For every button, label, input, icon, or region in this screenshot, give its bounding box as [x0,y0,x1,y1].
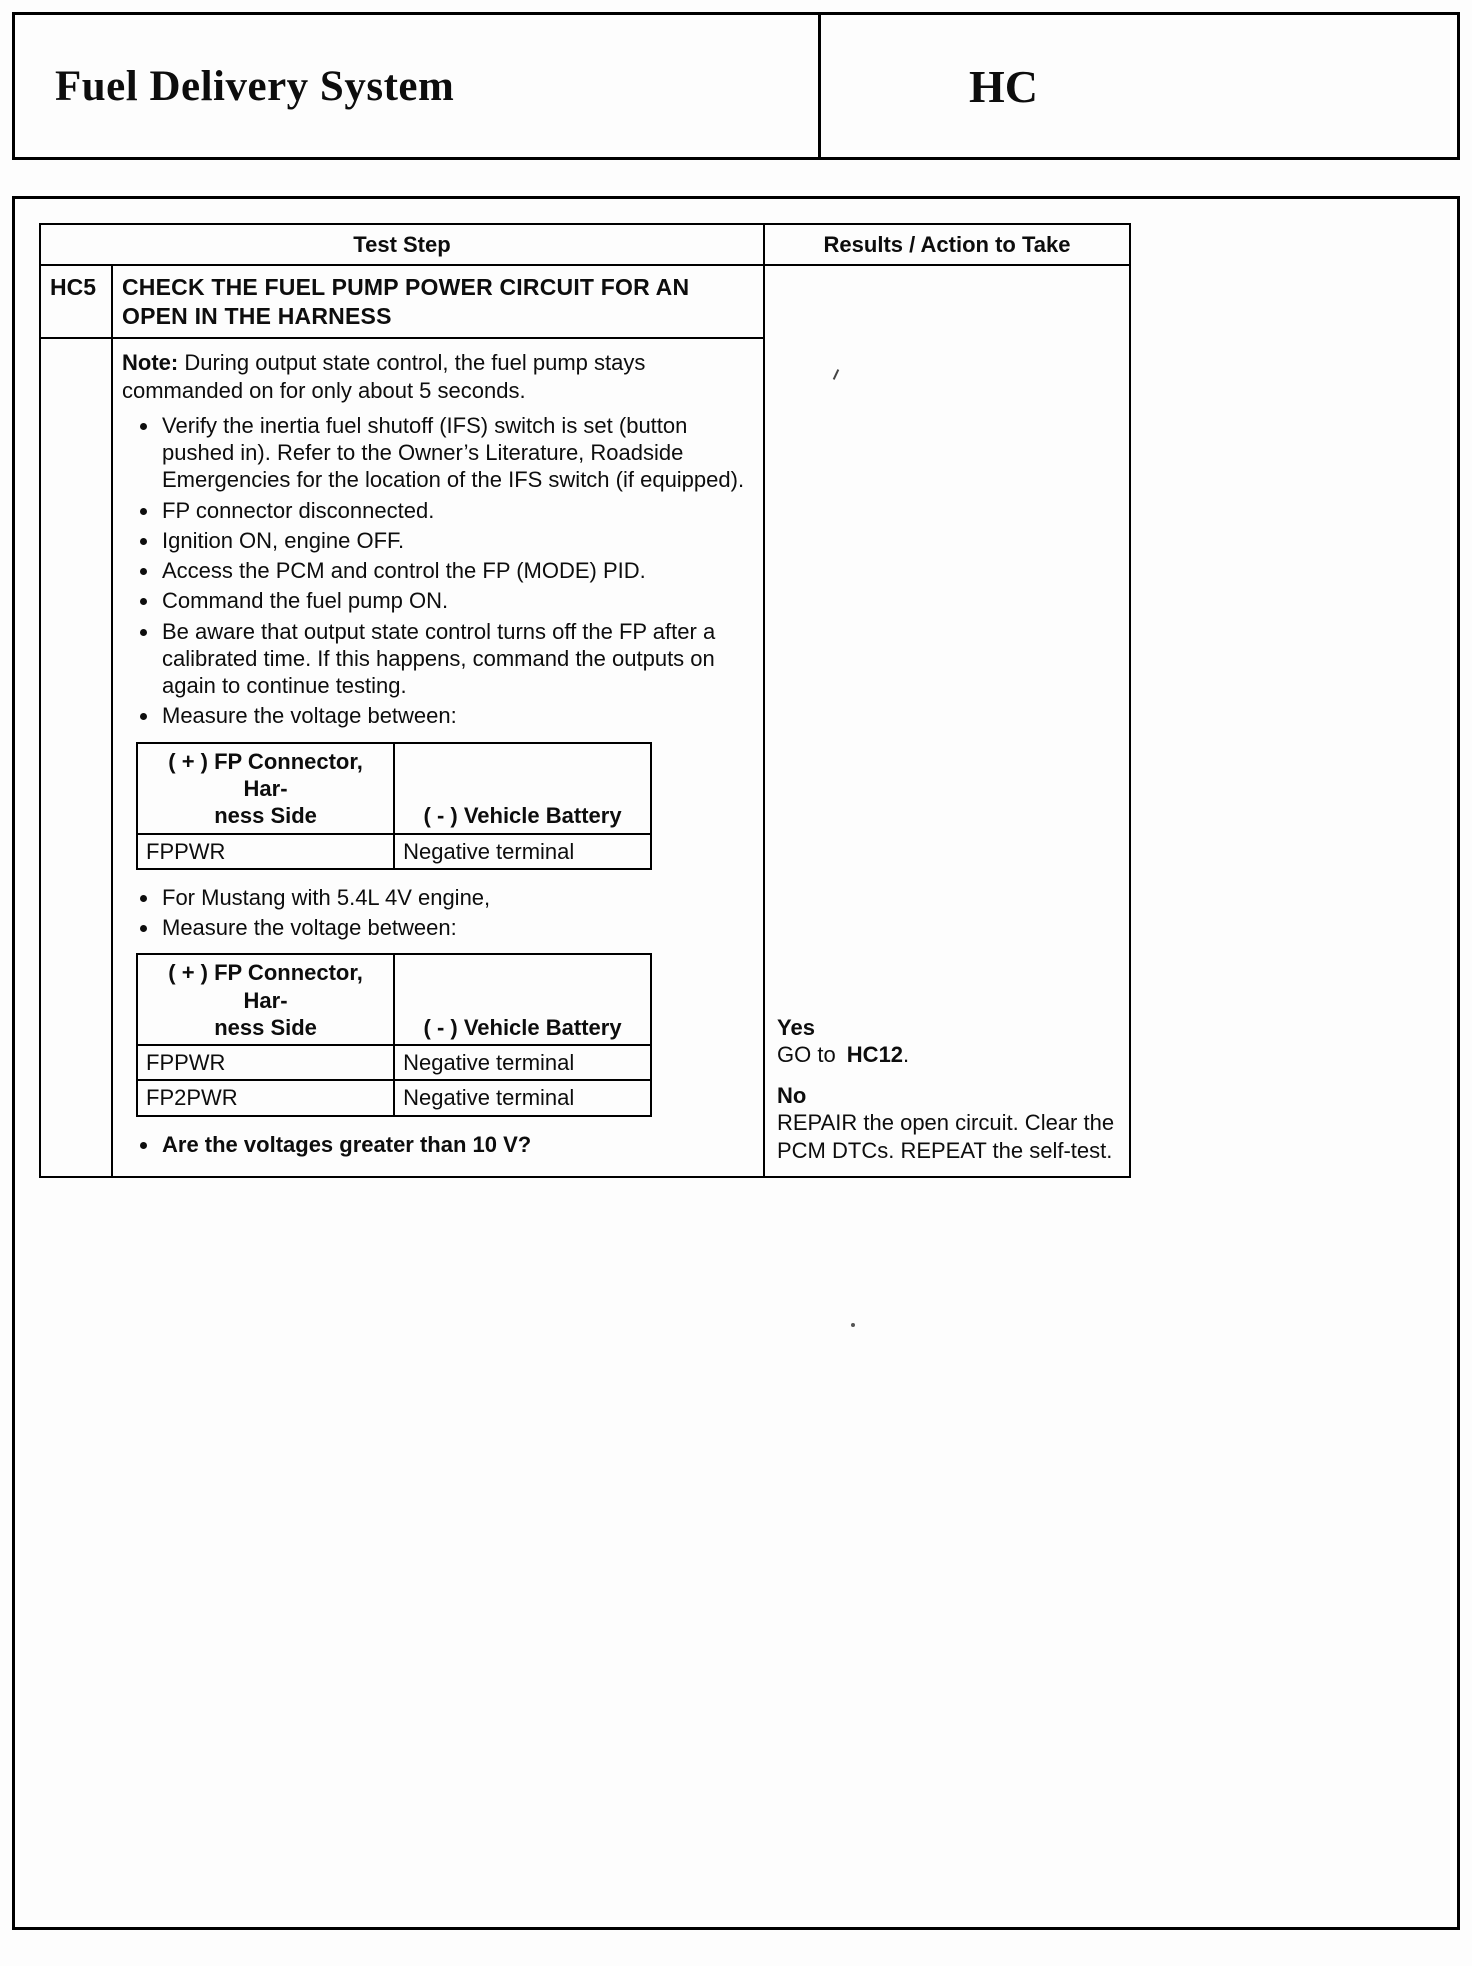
page-header-title-cell [15,15,821,157]
vtable1-row1-cell2: Negative terminal [394,834,651,869]
vtable1-col1-header-line1: ( + ) FP Connector, Har- [168,748,363,802]
mustang-bullet-list [120,884,753,942]
question-bullet-list [120,1131,753,1158]
vtable2-row1-cell2: Negative terminal [394,1045,651,1080]
yes-action [777,1041,1119,1068]
yes-action-prefix: GO to [777,1041,842,1067]
vtable2-col1-header-line1: ( + ) FP Connector, Har- [168,960,363,1013]
pinpoint-test-table [39,223,1131,1178]
page-header-code-cell [821,15,1457,157]
page-header [12,12,1460,160]
section-code: HC [969,60,1038,112]
no-label: No [777,1083,807,1109]
voltage-measurement-table-2 [136,953,652,1116]
results-action-cell [763,266,1129,1176]
table-row [137,1080,651,1115]
table-row [137,1045,651,1080]
page-title: Fuel Delivery System [55,62,455,110]
vtable1-col2-header: ( - ) Vehicle Battery [394,743,651,834]
yes-action-suffix: . [903,1041,910,1067]
results-column-header: Results / Action to Take [763,225,1129,266]
list-item: • Ignition ON, engine OFF. [160,527,753,554]
results-spacer [777,1068,1119,1082]
test-step-column-header: Test Step [41,225,763,266]
note-label: Note: [122,350,179,376]
vtable2-row2-cell1: FP2PWR [137,1080,394,1115]
voltage-measurement-table-1 [136,742,652,870]
vtable2-row1-cell1: FPPWR [137,1045,394,1080]
list-item: • Command the fuel pump ON. [160,587,753,614]
step-id-gutter [41,339,113,1176]
table-row [137,834,651,869]
step-title: CHECK THE FUEL PUMP POWER CIRCUIT FOR AN OPEN IN THE HARNESS [113,266,763,339]
vtable2-row2-cell2: Negative terminal [394,1080,651,1115]
list-item: • For Mustang with 5.4L 4V engine, [160,884,753,911]
content-box [12,196,1460,1930]
list-item: • Be aware that output state control turns off the FP after a calibrated time. If this happens, command the outputs on again to continue testing. [160,618,753,700]
step-id: HC5 [41,266,113,339]
list-item: • Measure the voltage between: [160,702,753,729]
vtable2-col1-header-line2: ness Side [214,1014,317,1040]
list-item: • Verify the inertia fuel shutoff (IFS) switch is set (button pushed in). Refer to the Owner’s Literature, Roadside Emergencies for the location of the IFS switch (if equipped). [160,412,753,494]
procedure-bullet-list [120,412,753,730]
no-action: REPAIR the open circuit. Clear the PCM DTCs. REPEAT the self-test. [777,1110,1115,1163]
list-item: • Access the PCM and control the FP (MODE) PID. [160,557,753,584]
vtable1-col1-header-line2: ness Side [214,803,317,829]
list-item: • Measure the voltage between: [160,914,753,941]
scan-artifact [851,1323,855,1327]
yes-label: Yes [777,1014,815,1040]
test-question: • Are the voltages greater than 10 V? [160,1131,753,1158]
vtable2-col1-header [137,954,394,1045]
note-text: During output state control, the fuel pump stays commanded on for only about 5 seconds. [122,350,646,403]
vtable1-col1-header [137,743,394,834]
note-paragraph [122,349,753,404]
list-item: • FP connector disconnected. [160,497,753,524]
vtable1-row1-cell1: FPPWR [137,834,394,869]
vtable2-col2-header: ( - ) Vehicle Battery [394,954,651,1045]
yes-action-target: HC12 [846,1041,904,1067]
test-step-body [113,339,763,1176]
